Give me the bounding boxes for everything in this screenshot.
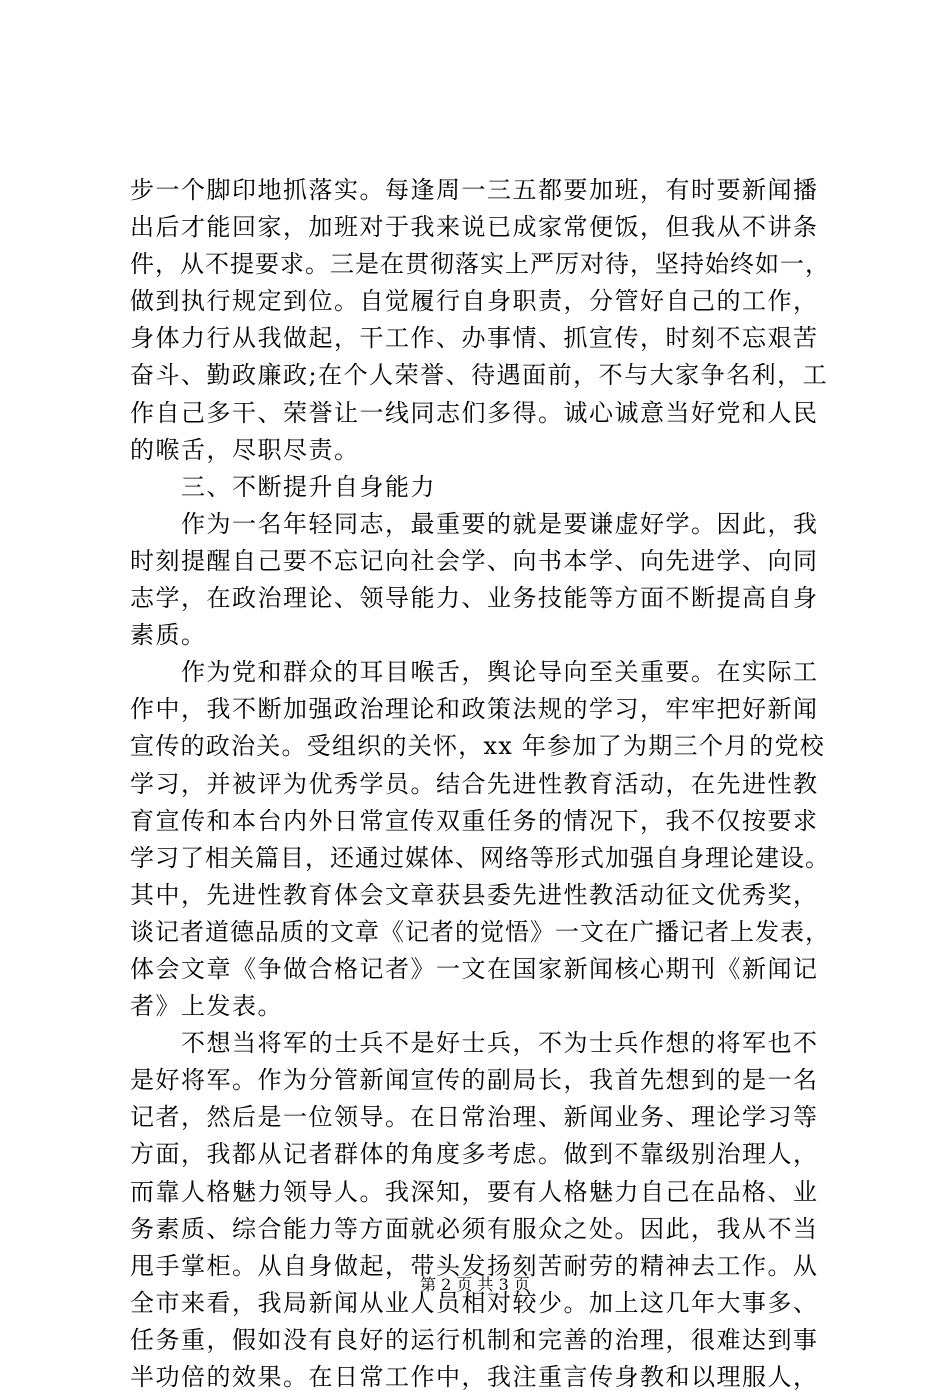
text-line: 做到执行规定到位。自觉履行自身职责，分管好自己的工作，: [130, 287, 819, 316]
text-line: 出后才能回家，加班对于我来说已成家常便饭，但我从不讲条: [130, 213, 819, 242]
text-line: 是好将军。作为分管新闻宣传的副局长，我首先想到的是一名: [130, 1066, 819, 1095]
text-line: 谈记者道德品质的文章《记者的觉悟》一文在广播记者上发表，: [130, 917, 830, 946]
text-line: 不想当将军的士兵不是好士兵，不为士兵作想的将军也不: [130, 1029, 819, 1058]
text-line: 的喉舌，尽职尽责。: [130, 435, 360, 464]
text-line: 育宣传和本台内外日常宣传双重任务的情况下，我不仅按要求: [130, 806, 819, 835]
text-line: 半功倍的效果。在日常工作中，我注重言传身教和以理服人，: [130, 1363, 819, 1391]
text-line: 作为一名年轻同志，最重要的就是要谦虚好学。因此，我: [130, 509, 819, 538]
text-line: 体会文章《争做合格记者》一文在国家新闻核心期刊《新闻记: [130, 954, 819, 983]
text-line: 者》上发表。: [130, 992, 283, 1021]
page-footer: 第 2 页 共 3 页: [420, 1275, 530, 1294]
text-line: 宣传的政治关。受组织的关怀，xx 年参加了为期三个月的党校: [130, 732, 825, 761]
text-line: 学习了相关篇目，还通过媒体、网络等形式加强自身理论建设。: [130, 843, 830, 872]
text-line: 作为党和群众的耳目喉舌，舆论导向至关重要。在实际工: [130, 658, 819, 687]
text-line: 方面，我都从记者群体的角度多考虑。做到不靠级别治理人，: [130, 1140, 819, 1169]
text-line: 奋斗、勤政廉政;在个人荣誉、待遇面前，不与大家争名利，工: [130, 361, 829, 390]
text-line: 全市来看，我局新闻从业人员相对较少。加上这几年大事多、: [130, 1288, 819, 1317]
text-line: 甩手掌柜。从自身做起，带头发扬刻苦耐劳的精神去工作。从: [130, 1251, 819, 1280]
text-line: 其中，先进性教育体会文章获县委先进性教活动征文优秀奖，: [130, 880, 819, 909]
text-line: 件，从不提要求。三是在贯彻落实上严厉对待，坚持始终如一，: [130, 250, 830, 279]
text-line: 时刻提醒自己要不忘记向社会学、向书本学、向先进学、向同: [130, 546, 819, 575]
document-body: [130, 172, 830, 1396]
text-line: 步一个脚印地抓落实。每逢周一三五都要加班，有时要新闻播: [130, 176, 819, 204]
text-line: 任务重，假如没有良好的运行机制和完善的治理，很难达到事: [130, 1325, 819, 1354]
text-line: 作中，我不断加强政治理论和政策法规的学习，牢牢把好新闻: [130, 695, 819, 724]
text-line: 务素质、综合能力等方面就必须有服众之处。因此，我从不当: [130, 1214, 819, 1243]
text-line: 素质。: [130, 621, 207, 650]
text-line: 作自己多干、荣誉让一线同志们多得。诚心诚意当好党和人民: [130, 398, 819, 427]
text-line: 学习，并被评为优秀学员。结合先进性教育活动，在先进性教: [130, 769, 819, 798]
text-line: 而靠人格魅力领导人。我深知，要有人格魅力自己在品格、业: [130, 1177, 819, 1206]
text-line: 志学，在政治理论、领导能力、业务技能等方面不断提高自身: [130, 584, 819, 613]
text-line: 记者，然后是一位领导。在日常治理、新闻业务、理论学习等: [130, 1103, 819, 1132]
text-line: 身体力行从我做起，干工作、办事情、抓宣传，时刻不忘艰苦: [130, 324, 819, 353]
text-line: 三、不断提升自身能力: [130, 472, 436, 501]
